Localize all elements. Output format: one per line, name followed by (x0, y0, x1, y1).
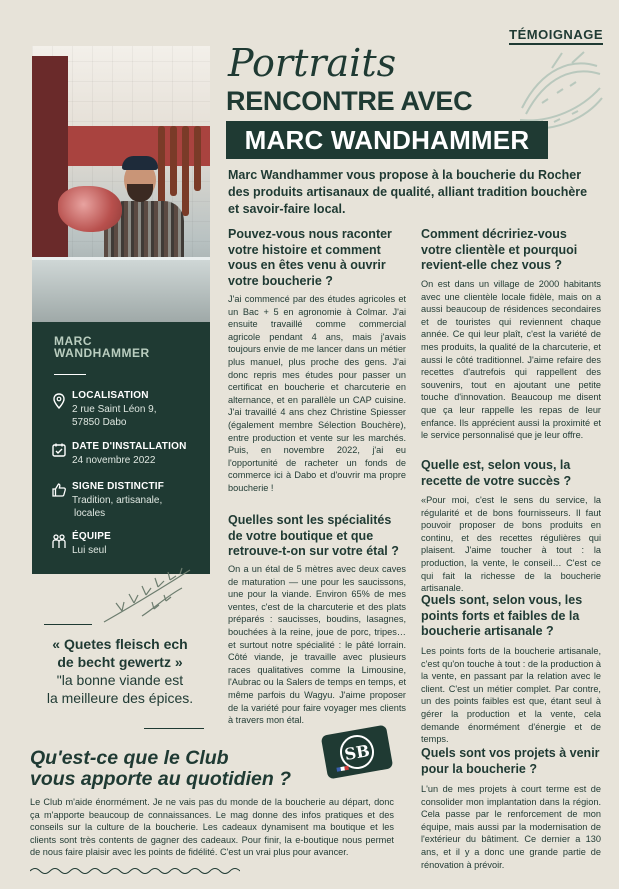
profile-value-location-line2: 57850 Dabo (72, 417, 127, 428)
club-paragraph: Le Club m'aide énormément. Je ne vais pas du monde de la boucherie au départ, donc ça m'apporte beaucoup de connaissances. Le mag donne des infos pratiques et des conseils sur la culture de la boucherie. Les cadeaux dynamisent ma boutique et les clients sont très contents de gagner des cadeaux. Pour finir, la e-boutique nous permet de nous faire plaisir avec les points de fidélité. C'est un vrai plus pour avancer. (30, 797, 394, 858)
profile-value-signe-line1: Tradition, artisanale, (72, 495, 163, 506)
question-heading: Comment décririez-vous votre clientèle et pourquoi revient-elle chez vous ? (421, 227, 578, 272)
quote-line: « Quetes fleisch ech (52, 636, 188, 652)
portrait-photo (32, 46, 210, 322)
divider (54, 374, 86, 375)
answer-paragraph: L'un de mes projets à court terme est de consolider mon implantation dans la région. Cela passe par le renforcement de mon équipe, mais aussi par la modernisation de l'extérieur du bâtiment. Ce dernier a 130 ans, et il y a donc une grande partie de rénovation à prévoir. (421, 784, 601, 870)
herb-branch-icon (102, 566, 192, 624)
decorative-wave-icon (30, 866, 240, 876)
location-pin-icon (51, 393, 67, 409)
name-banner: MARC WANDHAMMER (226, 121, 548, 159)
profile-value-location-line1: 2 rue Saint Léon 9, (72, 404, 157, 415)
selection-bouchere-logo-icon (318, 722, 396, 782)
answer-paragraph: J'ai commencé par des études agricoles et un Bac + 5 en agronomie à Colmar. J'ai ensuite travaillé comme commercial agricole pendant 4 ans, mais j'avais toujours envie de me lancer dans un métier plus manuel, plus proche des gens. J'ai donc repris mes études pour passer un certificat en boucherie et charcuterie en alternance, et en parallèle un CAP cuisine. J'ai travaillé 4 ans chez Christine Spiesser (également membre Sélection Bouchère), entre production et vente sur les marchés. Puis, en novembre 2022, j'ai eu l'opportunité de racheter un fonds de commerce ici à Dabo et d'ouvrir ma propre boucherie ! (228, 294, 406, 493)
profile-label-equipe: ÉQUIPE (72, 531, 111, 542)
profile-name: MARC WANDHAMMER (54, 334, 150, 360)
club-heading: Qu'est-ce que le Club vous apporte au quotidien ? (30, 747, 292, 790)
question-heading: Quelles sont les spécialités de votre boutique et que retrouve-t-on sur votre étal ? (228, 513, 399, 558)
section-tag: TÉMOIGNAGE (509, 27, 603, 45)
question-heading: Quelle est, selon vous, la recette de votre succès ? (421, 458, 572, 488)
profile-value-equipe: Lui seul (72, 545, 107, 556)
kicker-title: Portraits (228, 41, 397, 85)
answer-paragraph: Les points forts de la boucherie artisanale, c'est qu'on touche à tout : de la production à la vente, en passant par la relation avec le client. C'est un métier complet. Par contre, un des points faibles est que, étant seul à gérer la production et la vente, cela demande énormément d'énergie et de temps. (421, 646, 601, 745)
calendar-check-icon (51, 442, 67, 458)
profile-value-date: 24 novembre 2022 (72, 455, 156, 466)
quote-line: de becht gewertz » (57, 654, 183, 670)
quote-line: la meilleure des épices. (46, 690, 194, 706)
profile-panel (32, 322, 210, 574)
divider (44, 624, 92, 625)
intro-paragraph: Marc Wandhammer vous propose à la boucherie du Rocher des produits artisanaux de qualité, alliant tradition bouchère et savoir-faire local. (228, 168, 588, 216)
answer-paragraph: On a un étal de 5 mètres avec deux caves de maturation — une pour les saucissons, une pour la viande. Environ 65% de mes ventes, c'est de la charcuterie et des plats préparés : saucisses, boudins, lasagnes, bouchées à la reine, joue de porc, tripes… et surtout notre spécialité : le pâté lorrain. Côté viande, je travaille avec plusieurs races qualitatives comme la Limousine, l'Aubrac ou la Salers de temps en temps, et même parfois du Wagyu. J'aime proposer de la variété pour faire voyager mes clients à travers mon étal. (228, 564, 406, 726)
team-icon (51, 533, 67, 549)
answer-paragraph: On est dans un village de 2000 habitants avec une clientèle locale fidèle, mais on a aussi beaucoup de résidences secondaires et de touristes qui reviennent chaque année. Ce qui leur plaît, c'est la variété de mes produits, la qualité de la charcuterie, et aussi le côté traditionnel. J'aime refaire des recettes d'autrefois qui rappellent des souvenirs, tout en ajoutant une petite touche d'innovation. Beaucoup me disent que ça leur rappelle les repas de leur enfance. Ils apprécient aussi la proximité et le service personnalisé que je leur offre. (421, 279, 601, 441)
divider (144, 728, 204, 729)
thumbs-up-icon (51, 482, 67, 498)
answer-paragraph: «Pour moi, c'est le sens du service, la régularité et de bons fournisseurs. Il faut pouvoir proposer de bons produits en continu, et des recettes régulières qui plaisent. J'aime toucher à tout : la production, la vente, le conseil… C'est ce qui fait la richesse de la boucherie artisanale. (421, 495, 601, 594)
question-heading: Pouvez-vous nous raconter votre histoire et comment vous en êtes venu à ouvrir votre boucherie ? (228, 227, 392, 288)
question-heading: Quels sont vos projets à venir pour la boucherie ? (421, 746, 600, 776)
quote-line: "la bonne viande est (56, 672, 184, 688)
profile-value-signe-line2: locales (74, 508, 106, 519)
profile-label-signe: SIGNE DISTINCTIF (72, 481, 165, 492)
question-heading: Quels sont, selon vous, les points forts et faibles de la boucherie artisanale ? (421, 593, 583, 638)
pull-quote (36, 635, 204, 707)
page-title: RENCONTRE AVEC (226, 86, 473, 116)
profile-label-location: LOCALISATION (72, 390, 149, 401)
logo-text: SB (343, 740, 372, 765)
profile-label-date: DATE D'INSTALLATION (72, 441, 187, 452)
